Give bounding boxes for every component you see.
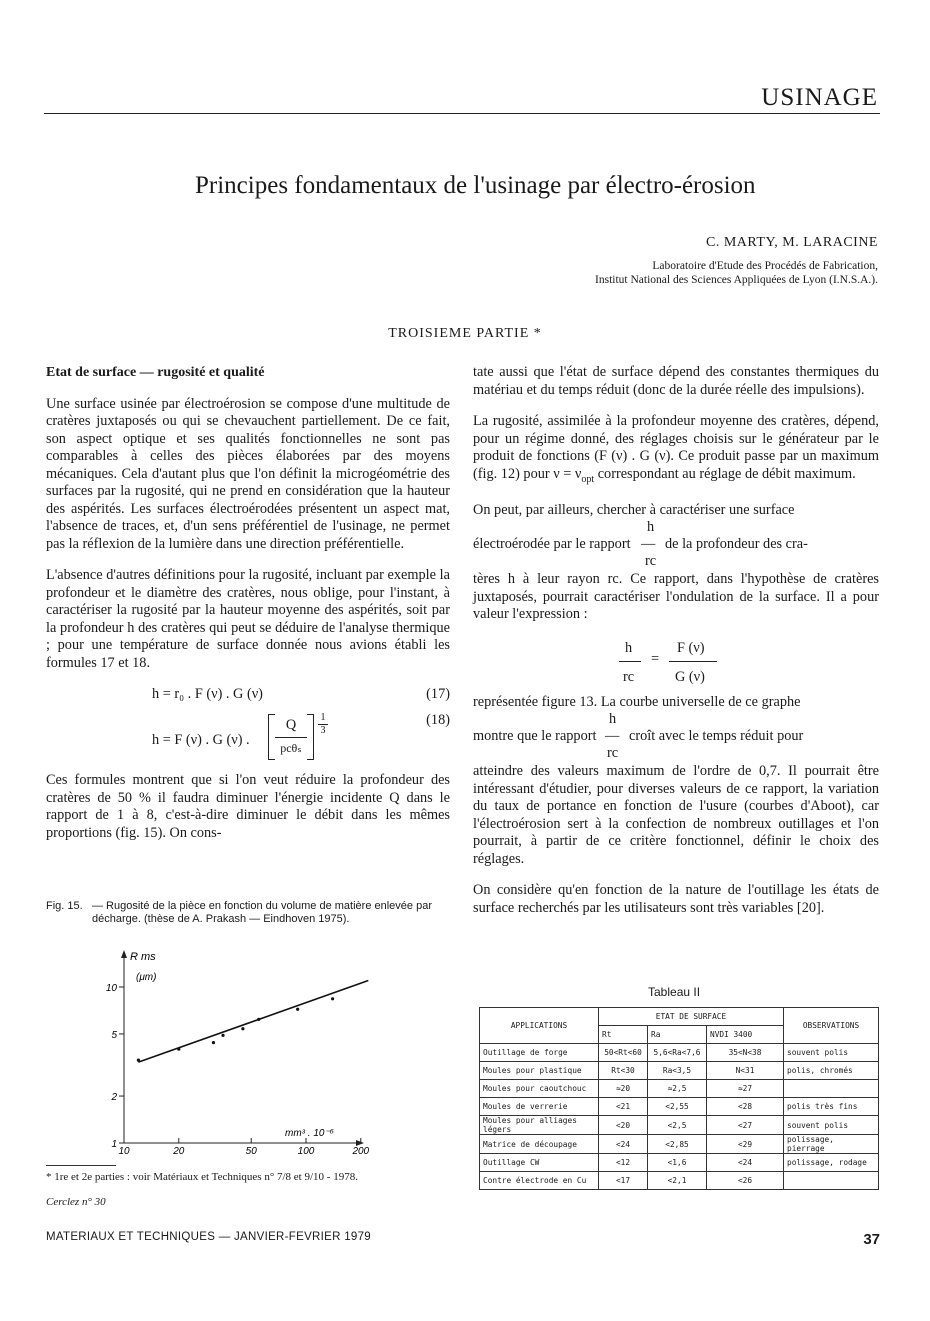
ratio-equation: h F (ν) = rc G (ν) — [473, 638, 879, 694]
data-point — [296, 1008, 299, 1011]
table-row — [480, 1172, 879, 1190]
affiliation-line-2: Institut National des Sciences Appliquées de Lyon (I.N.S.A.). — [595, 274, 878, 286]
header-observations: OBSERVATIONS — [784, 1008, 879, 1044]
cell-rt: Rt<30 — [599, 1062, 648, 1080]
footnote-rule — [46, 1165, 116, 1166]
cell-ra: <2,85 — [648, 1135, 707, 1154]
paragraph: On considère qu'en fonction de la nature de l'outillage les états de surface recherchés par les utilisateurs sont très variables [20]. — [473, 882, 879, 916]
left-column — [46, 364, 450, 856]
cell-app: Moules pour caoutchouc — [480, 1080, 599, 1098]
cell-obs: souvent polis — [784, 1116, 879, 1135]
cell-obs: polissage, pierrage — [784, 1135, 879, 1154]
x-axis-label: mm³ . 10⁻⁶ — [285, 1128, 334, 1139]
data-point — [257, 1018, 260, 1021]
section-heading: Etat de surface — rugosité et qualité — [46, 365, 265, 380]
table-row — [480, 1135, 879, 1154]
cell-n: 35<N<38 — [707, 1044, 784, 1062]
header-etat: ETAT DE SURFACE — [599, 1008, 784, 1026]
equation-17-number: (17) — [426, 686, 450, 702]
text-line: On peut, par ailleurs, chercher à caractériser une surface — [473, 501, 795, 518]
inline-ratio-line: h électroérodée par le rapport — de la profondeur des cra- rc — [473, 519, 808, 570]
cell-n: <24 — [707, 1154, 784, 1172]
cell-n: <29 — [707, 1135, 784, 1154]
y-axis-label: R ms — [130, 951, 156, 963]
cell-n: <27 — [707, 1116, 784, 1135]
paragraph: La rugosité, assimilée à la profondeur moyenne des cratères, dépend, pour un régime donné, des réglages choisis sur le générateur par le produit de fonctions (F (ν) . G (ν). Ce produit passe par un maximum (fig. 12) pour $\nu = \nu_{opt}$ correspondant au réglage de débit maximum. — [473, 413, 879, 485]
paragraph: L'absence d'autres définitions pour la rugosité, incluant par exemple la profondeur et le diamètre des cratères, nous oblige, pour l'instant, à caractériser la rugosité par la hauteur moyenne des aspérités, soit par la profondeur h des cratères qui peut se déduire de l'analyse thermique ; pour une température de surface donnée nous avions établi les formules 17 et 18. — [46, 567, 450, 671]
reader-service-number: Cerclez n° 30 — [46, 1196, 106, 1208]
cell-ra: <1,6 — [648, 1154, 707, 1172]
x-tick-label: 200 — [352, 1146, 370, 1157]
data-point — [331, 997, 334, 1000]
data-point — [177, 1047, 180, 1050]
data-point — [212, 1041, 215, 1044]
cell-ra: Ra<3,5 — [648, 1062, 707, 1080]
y-axis-unit: (μm) — [136, 972, 157, 983]
figure-caption-text: — Rugosité de la pièce en fonction du volume de matière enlevée par décharge. (thèse de A. Prakash — Eindhoven 1975). — [92, 900, 432, 925]
paragraph: On peut, par ailleurs, chercher à caractériser une surface h électroérodée par le rapport — de la profondeur des cra- rc tères h à leur rayon rc. Ce rapport, dans l'hypothèse de cratères juxtaposés, pourrait caractériser l'ondulation de la surface. Il a pour valeur l'expression : — [473, 501, 879, 623]
right-column — [473, 364, 879, 931]
y-axis-arrow — [121, 950, 127, 958]
equation-18-bracket — [268, 714, 314, 760]
cell-ra: ≈2,5 — [648, 1080, 707, 1098]
article-title: Principes fondamentaux de l'usinage par électro-érosion — [195, 172, 756, 199]
affiliation-line-1: Laboratoire d'Etude des Procédés de Fabrication, — [652, 260, 878, 272]
equation-18 — [46, 712, 450, 772]
cell-rt: <21 — [599, 1098, 648, 1116]
cell-n: N<31 — [707, 1062, 784, 1080]
header-applications: APPLICATIONS — [480, 1008, 599, 1044]
cell-obs — [784, 1080, 879, 1098]
cell-app: Contre électrode en Cu — [480, 1172, 599, 1190]
header-ra: Ra — [648, 1026, 707, 1044]
cell-n: <26 — [707, 1172, 784, 1190]
cell-ra: <2,1 — [648, 1172, 707, 1190]
header-rule — [44, 113, 880, 114]
ratio-numerator: h — [647, 519, 655, 536]
equation-18-number: (18) — [426, 712, 450, 728]
table-row — [480, 1116, 879, 1135]
page-number: 37 — [863, 1231, 880, 1248]
cell-obs: polis très fins — [784, 1098, 879, 1116]
cell-app: Moules de verrerie — [480, 1098, 599, 1116]
equation-18-denominator: pcθₛ — [280, 741, 302, 755]
equation-18-lhs: h = F (ν) . G (ν) . — [152, 732, 250, 748]
table-row — [480, 1062, 879, 1080]
x-tick-label: 20 — [173, 1146, 185, 1157]
paragraph: représentée figure 13. La courbe universelle de ce graphe h montre que le rapport — croît avec le temps réduit pour rc atteindre des valeurs maximum de l'ordre de 0,7. Il pourrait être intéressant d'étudier, pour diverses valeurs de ce rapport, la variation du taux de portance en fonction de l'usure (courbes d'Aboot), car l'électroérosion sert à la confection de nombreux outillages et l'on pourrait, à partir de ce critère fonctionnel, définir le choix des réglages. — [473, 693, 879, 867]
table-row — [480, 1044, 879, 1062]
cell-rt: ≈20 — [599, 1080, 648, 1098]
y-tick-label: 5 — [111, 1029, 117, 1041]
cell-n: ≈27 — [707, 1080, 784, 1098]
ratio-denominator: rc — [645, 553, 657, 570]
cell-rt: <12 — [599, 1154, 648, 1172]
paragraph: Ces formules montrent que si l'on veut réduire la profondeur des cratères de 50 % il faudra diminuer l'énergie incidente Q dans le rapport de 1 à 8, c'est-à-dire diminuer le débit dans les mêmes proportions (fig. 15). On cons- — [46, 772, 450, 841]
cell-app: Matrice de découpage — [480, 1135, 599, 1154]
figure-caption — [46, 900, 450, 926]
x-tick-label: 100 — [297, 1146, 315, 1157]
data-point — [241, 1027, 244, 1030]
header-rt: Rt — [599, 1026, 648, 1044]
figure-label: Fig. 15. — [46, 900, 83, 912]
equation-18-exponent: 1 3 — [318, 712, 328, 737]
cell-rt: 50<Rt<60 — [599, 1044, 648, 1062]
footnote: * 1re et 2e parties : voir Matériaux et Techniques n° 7/8 et 9/10 - 1978. — [46, 1171, 358, 1183]
cell-app: Moules pour plastique — [480, 1062, 599, 1080]
section-header: USINAGE — [761, 84, 878, 111]
y-tick-label: 10 — [105, 983, 117, 994]
cell-n: <28 — [707, 1098, 784, 1116]
cell-app: Outillage de forge — [480, 1044, 599, 1062]
cell-ra: <2,5 — [648, 1116, 707, 1135]
cell-obs: souvent polis — [784, 1044, 879, 1062]
cell-ra: <2,55 — [648, 1098, 707, 1116]
cell-app: Moules pour alliages légers — [480, 1116, 599, 1135]
cell-rt: <20 — [599, 1116, 648, 1135]
y-tick-label: 2 — [111, 1092, 117, 1104]
header-nvdi: NVDI 3400 — [707, 1026, 784, 1044]
cell-app: Outillage CW — [480, 1154, 599, 1172]
fit-line — [138, 981, 368, 1063]
table-row — [480, 1098, 879, 1116]
affiliation — [595, 259, 878, 287]
cell-rt: <17 — [599, 1172, 648, 1190]
equation-18-numerator: Q — [285, 717, 297, 733]
table-ii — [479, 1007, 879, 1190]
paragraph: Une surface usinée par électroérosion se compose d'une multitude de cratères juxtaposés ou qui se chevauchent partiellement. De ce fait, son aspect optique et ses qualités fonctionnelles ne sont pas comparables à celles des pièces élaborées par des moyens mécaniques. Cela d'autant plus que l'on définit la microgéométrie des surfaces par la rugosité, qui ne prend en considération que la hauteur des aspérités. Les surfaces électroérodées présentent un aspect mat, l'absence de traces, et, d'un sens préférentiel de l'usinage, ne permet pas la réflexion de la lumière dans une direction préférentielle. — [46, 395, 450, 552]
x-tick-label: 10 — [118, 1146, 130, 1157]
data-point — [221, 1034, 224, 1037]
equation-17 — [46, 686, 450, 712]
cell-obs: polis, chromés — [784, 1062, 879, 1080]
y-tick-label: 1 — [111, 1139, 117, 1150]
table-row — [480, 1154, 879, 1172]
x-tick-label: 50 — [245, 1146, 257, 1157]
cell-rt: <24 — [599, 1135, 648, 1154]
authors: C. MARTY, M. LARACINE — [706, 235, 878, 250]
paragraph: tate aussi que l'état de surface dépend des constantes thermiques du matériau et du temps réduit (donc de la durée réelle des impulsions). — [473, 364, 879, 398]
part-label: TROISIEME PARTIE * — [388, 326, 542, 341]
cell-obs: polissage, rodage — [784, 1154, 879, 1172]
table-title: Tableau II — [648, 985, 701, 999]
equation-17-body: h = r₀ . F (ν) . G (ν) — [152, 686, 263, 702]
table-row — [480, 1080, 879, 1098]
data-point — [137, 1058, 140, 1061]
cell-ra: 5,6<Ra<7,6 — [648, 1044, 707, 1062]
cell-obs — [784, 1172, 879, 1190]
rugosity-chart — [100, 948, 370, 1163]
journal-footer: MATERIAUX ET TECHNIQUES — JANVIER-FEVRIER 1979 — [46, 1231, 372, 1243]
